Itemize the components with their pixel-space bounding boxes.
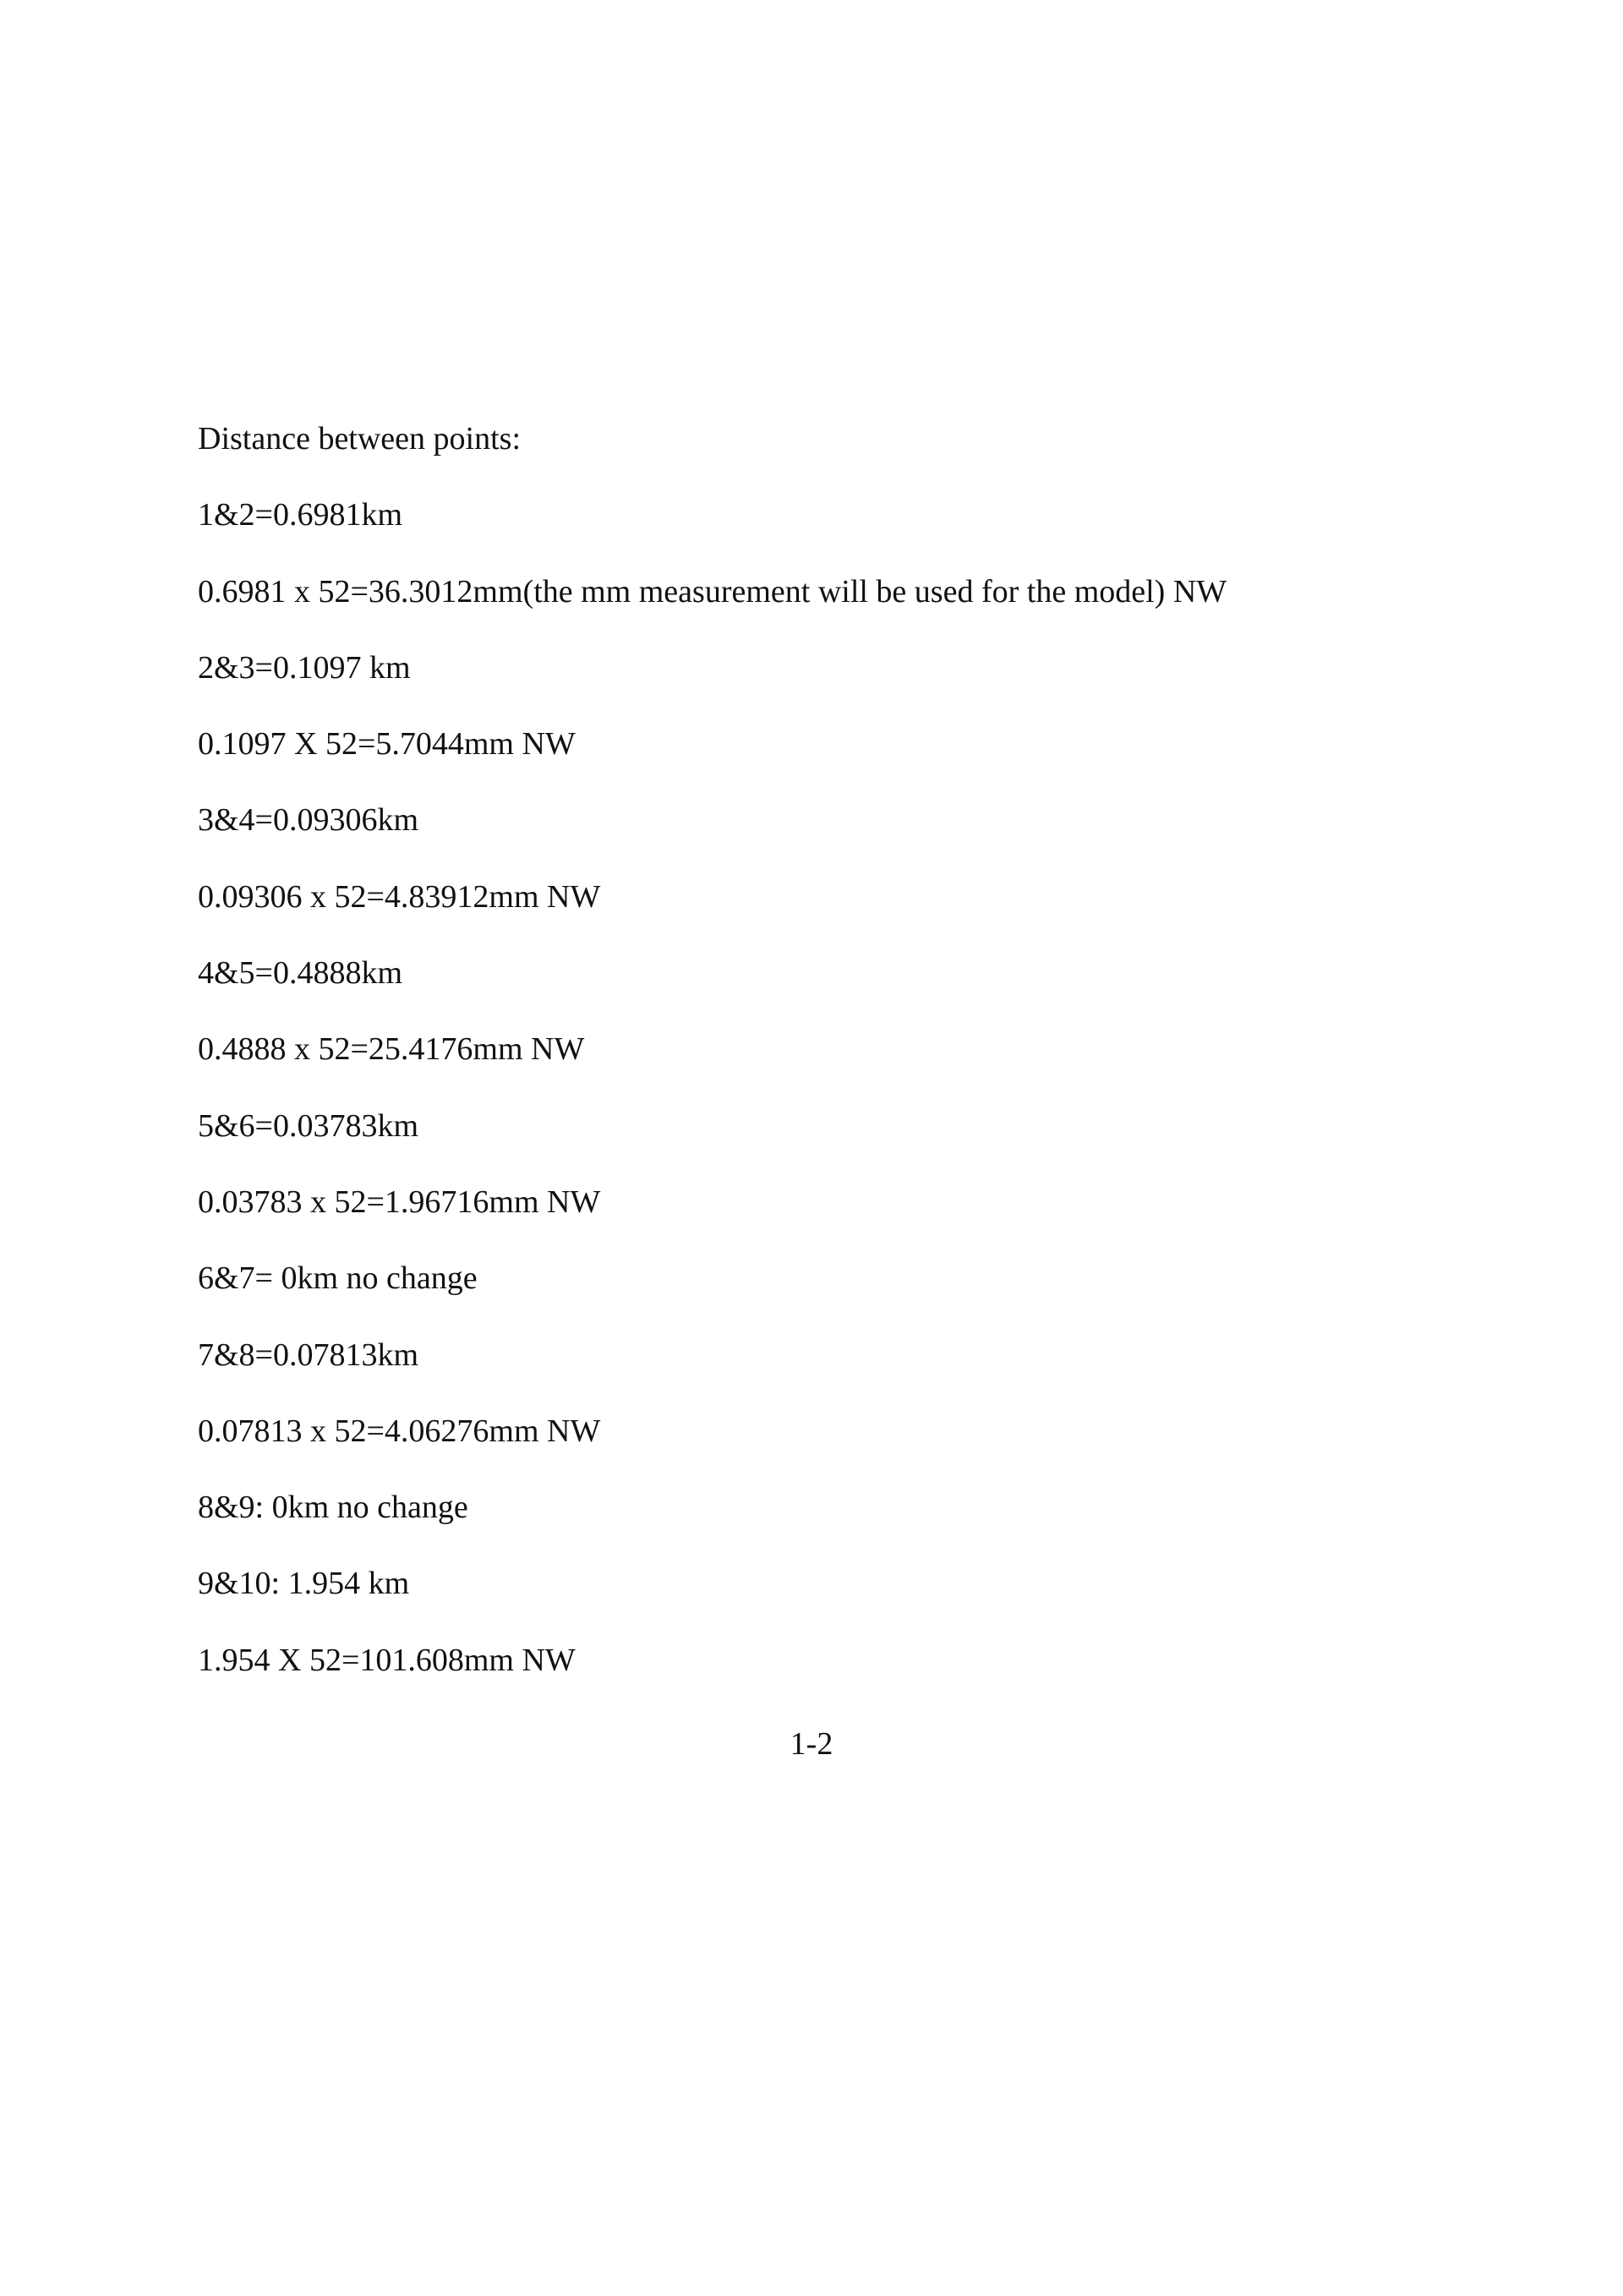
distance-line: 9&10: 1.954 km — [198, 1566, 410, 1602]
section-heading: Distance between points: — [198, 421, 522, 456]
distance-line: 2&3=0.1097 km — [198, 649, 411, 686]
conversion-line: 0.03783 x 52=1.96716mm NW — [198, 1184, 601, 1220]
document-body — [198, 420, 1550, 1718]
conversion-line: 0.07813 x 52=4.06276mm NW — [198, 1413, 601, 1449]
distance-line: 4&5=0.4888km — [198, 955, 403, 992]
distance-line: 1&2=0.6981km — [198, 497, 403, 533]
conversion-line: 0.1097 X 52=5.7044mm NW — [198, 726, 576, 763]
distance-line: 5&6=0.03783km — [198, 1107, 419, 1144]
distance-line: 8&9: 0km no change — [198, 1490, 468, 1526]
conversion-line: 0.09306 x 52=4.83912mm NW — [198, 878, 601, 915]
distance-line: 6&7= 0km no change — [198, 1260, 478, 1297]
distance-line: 7&8=0.07813km — [198, 1337, 419, 1373]
conversion-line: 0.6981 x 52=36.3012mm(the mm measurement will be used for the model) NW — [198, 573, 1227, 610]
conversion-line: 0.4888 x 52=25.4176mm NW — [198, 1031, 585, 1068]
conversion-line: 1.954 X 52=101.608mm NW — [198, 1642, 576, 1678]
distance-line: 3&4=0.09306km — [198, 802, 419, 839]
page-number: 1-2 — [790, 1726, 833, 1762]
